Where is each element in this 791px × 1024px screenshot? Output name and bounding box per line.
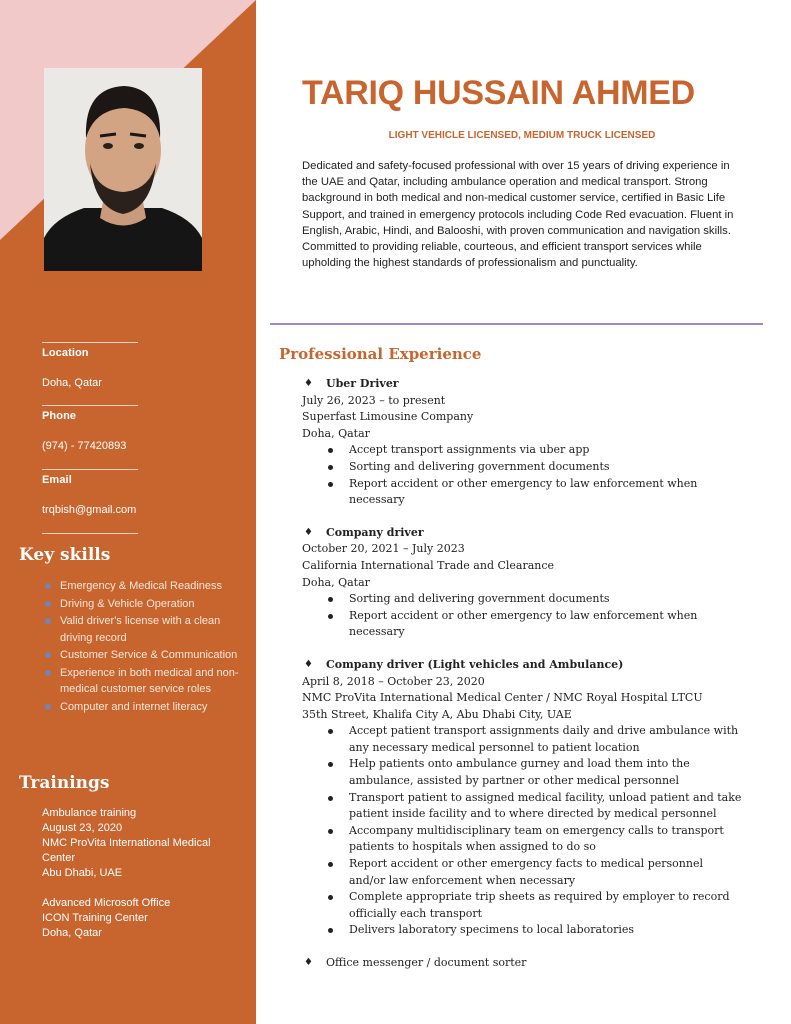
- skill-item: Valid driver's license with a clean driving record: [44, 613, 239, 646]
- section-divider: [270, 323, 763, 325]
- training-line: Advanced Microsoft Office: [42, 897, 171, 909]
- job-company: Superfast Limousine Company: [302, 410, 474, 424]
- training-line: Ambulance training: [42, 807, 137, 819]
- diamond-bullet-icon: ♦: [304, 957, 313, 968]
- contact-rule: [42, 469, 138, 470]
- diamond-bullet-icon: ♦: [304, 378, 313, 389]
- skill-item: Driving & Vehicle Operation: [44, 596, 239, 613]
- profile-photo: [44, 68, 202, 271]
- training-line: ICON Training Center: [42, 912, 148, 924]
- training-item: [42, 896, 242, 941]
- job-dates: July 26, 2023 – to present: [302, 393, 446, 407]
- training-line: Doha, Qatar: [42, 927, 102, 939]
- duty-item: Accept patient transport assignments daily and drive ambulance with any necessary medical personnel to patient location: [302, 723, 742, 756]
- profile-summary: Dedicated and safety-focused professional with over 15 years of driving experience in the UAE and Qatar, including ambulance operation and medical transport. Strong background in both medical and non-medical customer service, certified in Basic Life Support, and trained in emergency protocols including Code Red evacuation. Fluent in English, Arabic, Hindi, and Balooshi, with proven communication and navigation skills. Committed to providing reliable, courteous, and efficient transport services while upholding the highest standards of professionalism and punctuality.: [302, 160, 734, 270]
- duty-item: Sorting and delivering government documents: [302, 459, 742, 476]
- trainings-heading: Trainings: [19, 773, 110, 793]
- diamond-bullet-icon: ♦: [304, 526, 313, 538]
- job-title: [302, 525, 742, 542]
- key-skills-list: [44, 578, 239, 716]
- skill-item: Emergency & Medical Readiness: [44, 578, 239, 595]
- contact-phone: [42, 405, 138, 452]
- duty-item: Transport patient to assigned medical facility, unload patient and take patient inside facility and to where directed by medical personnel: [302, 790, 742, 823]
- duty-item: Delivers laboratory specimens to local laboratories: [302, 922, 742, 939]
- email-label: Email: [42, 474, 72, 486]
- sidebar: [0, 0, 256, 1024]
- training-line: Abu Dhabi, UAE: [42, 867, 123, 879]
- experience-heading: Professional Experience: [279, 345, 482, 363]
- contact-location: [42, 342, 138, 389]
- job-title: [302, 657, 742, 674]
- job-title-text: Uber Driver: [326, 377, 399, 390]
- contact-rule: [42, 342, 138, 343]
- job-title-text: Office messenger / document sorter: [326, 956, 527, 969]
- training-line: NMC ProVita International Medical Center: [42, 837, 211, 864]
- job-entry: [302, 657, 742, 939]
- skill-item: Computer and internet literacy: [44, 699, 239, 716]
- contact-email: [42, 469, 138, 516]
- skill-item: Experience in both medical and non-medical customer service roles: [44, 665, 239, 698]
- job-title-text: Company driver: [326, 525, 424, 539]
- duty-item: Report accident or other emergency to law enforcement when necessary: [302, 608, 742, 641]
- duty-item: Complete appropriate trip sheets as required by employer to record officially each transport: [302, 889, 742, 922]
- job-company: California International Trade and Clearance: [302, 558, 555, 572]
- job-duties: [302, 591, 742, 641]
- skill-item: Customer Service & Communication: [44, 647, 239, 664]
- contact-end: [42, 533, 138, 538]
- duty-item: Report accident or other emergency facts to medical personnel and/or law enforcement when necessary: [302, 856, 742, 889]
- job-duties: [302, 723, 742, 939]
- candidate-name: TARIQ HUSSAIN AHMED: [302, 74, 695, 112]
- duty-item: Report accident or other emergency to law enforcement when necessary: [302, 476, 742, 509]
- email-value[interactable]: trqbish@gmail.com: [42, 504, 137, 516]
- job-company: NMC ProVita International Medical Center / NMC Royal Hospital LTCU: [302, 691, 703, 705]
- contact-rule: [42, 533, 138, 534]
- duty-item: Accept transport assignments via uber app: [302, 442, 742, 459]
- license-tagline: LIGHT VEHICLE LICENSED, MEDIUM TRUCK LICENSED: [388, 130, 656, 141]
- key-skills-heading: Key skills: [19, 545, 111, 565]
- location-label: Location: [42, 347, 89, 359]
- phone-label: Phone: [42, 410, 77, 422]
- job-title: [302, 955, 742, 972]
- job-location: 35th Street, Khalifa City A, Abu Dhabi City, UAE: [302, 707, 572, 721]
- job-location: Doha, Qatar: [302, 575, 370, 589]
- job-entry: [302, 376, 742, 509]
- job-location: Doha, Qatar: [302, 426, 370, 440]
- diamond-bullet-icon: ♦: [304, 658, 313, 670]
- duty-item: Help patients onto ambulance gurney and load them into the ambulance, assisted by partner or other medical personnel: [302, 756, 742, 789]
- location-value: Doha, Qatar: [42, 377, 102, 389]
- job-dates: April 8, 2018 – October 23, 2020: [302, 674, 485, 688]
- experience-list: [302, 376, 742, 988]
- job-entry: [302, 525, 742, 641]
- duty-item: Accompany multidisciplinary team on emergency calls to transport patients to hospitals when assigned to do so: [302, 823, 742, 856]
- job-entry: [302, 955, 742, 972]
- job-dates: October 20, 2021 – July 2023: [302, 542, 465, 556]
- training-item: [42, 806, 242, 881]
- job-title: [302, 376, 742, 393]
- contact-rule: [42, 405, 138, 406]
- job-duties: [302, 442, 742, 508]
- training-line: August 23, 2020: [42, 822, 123, 834]
- trainings-list: [42, 806, 242, 956]
- duty-item: Sorting and delivering government documents: [302, 591, 742, 608]
- job-title-text: Company driver (Light vehicles and Ambulance): [326, 657, 624, 671]
- phone-value: (974) - 77420893: [42, 440, 127, 452]
